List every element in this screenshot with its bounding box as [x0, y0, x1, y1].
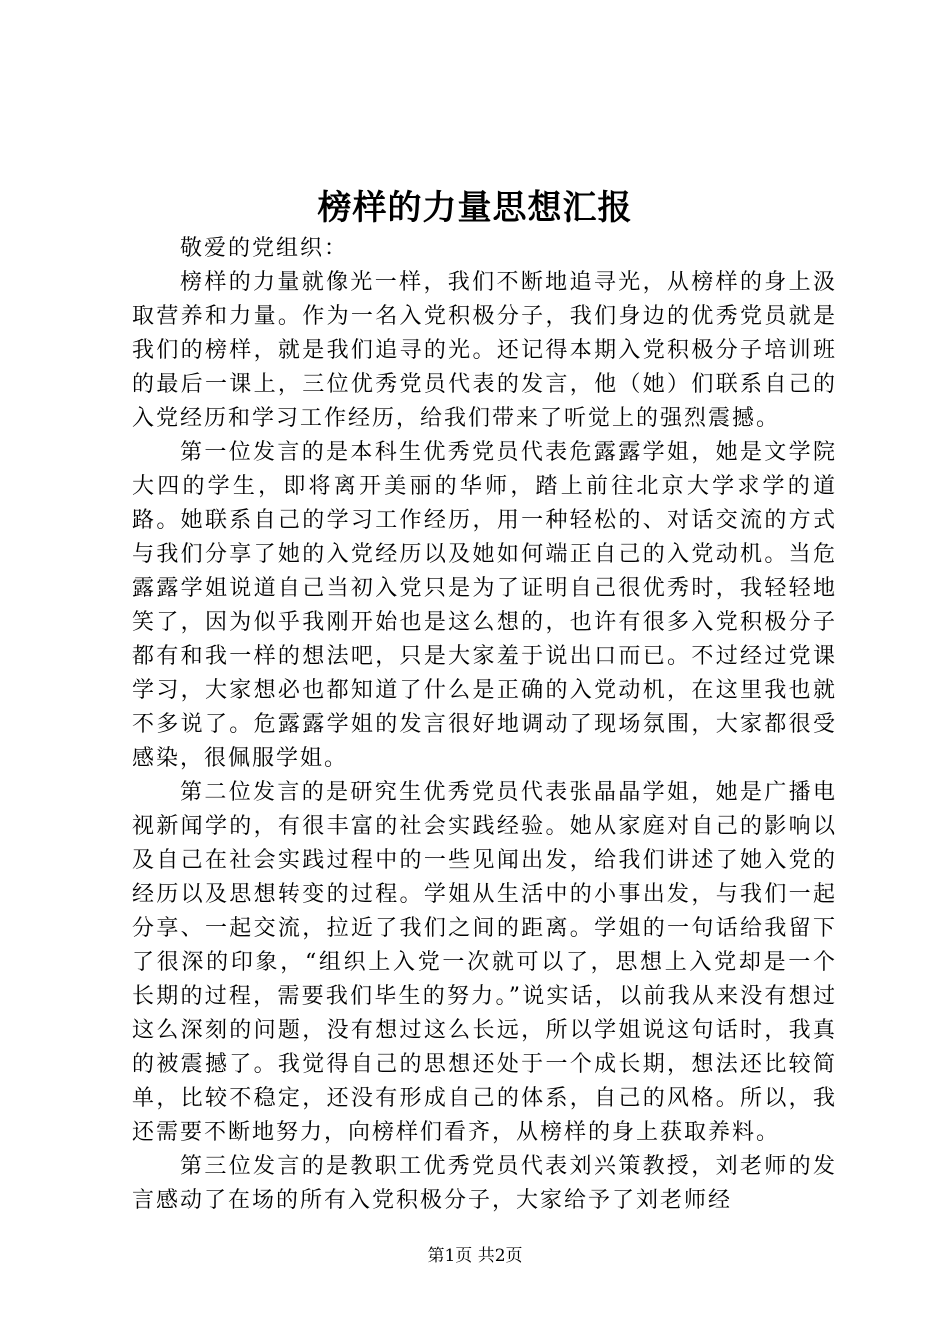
paragraph-2: 第一位发言的是本科生优秀党员代表危露露学姐，她是文学院大四的学生，即将离开美丽的华师，踏上前往北京大学求学的道路。她联系自己的学习工作经历，用一种轻松的、对话交流的方式与我们分享了她的入党经历以及她如何端正自己的入党动机。当危露露学姐说道自己当初入党只是为了证明自己很优秀时，我轻轻地笑了，因为似乎我刚开始也是这么想的，也许有很多入党积极分子都有和我一样的想法吧，只是大家羞于说出口而已。不过经过党课学习，大家想必也都知道了什么是正确的入党动机，在这里我也就不多说了。危露露学姐的发言很好地调动了现场氛围，大家都很受感染，很佩服学姐。 — [132, 440, 837, 771]
document-title: 榜样的力量思想汇报 — [317, 188, 633, 228]
document-body — [132, 232, 837, 1218]
page-number-footer: 第1页 共2页 — [427, 1246, 523, 1266]
salutation: 敬爱的党组织： — [180, 236, 349, 261]
paragraph-3: 第二位发言的是研究生优秀党员代表张晶晶学姐，她是广播电视新闻学的，有很丰富的社会实践经验。她从家庭对自己的影响以及自己在社会实践过程中的一些见闻出发，给我们讲述了她入党的经历以及思想转变的过程。学姐从生活中的小事出发，与我们一起分享、一起交流，拉近了我们之间的距离。学姐的一句话给我留下了很深的印象，“组织上入党一次就可以了，思想上入党却是一个长期的过程，需要我们毕生的努力。”说实话，以前我从来没有想过这么深刻的问题，没有想过这么长远，所以学姐说这句话时，我真的被震撼了。我觉得自己的思想还处于一个成长期，想法还比较简单，比较不稳定，还没有形成自己的体系，自己的风格。所以，我还需要不断地努力，向榜样们看齐，从榜样的身上获取养料。 — [132, 780, 837, 1145]
paragraph-1: 榜样的力量就像光一样，我们不断地追寻光，从榜样的身上汲取营养和力量。作为一名入党积极分子，我们身边的优秀党员就是我们的榜样，就是我们追寻的光。还记得本期入党积极分子培训班的最后一课上，三位优秀党员代表的发言，他（她）们联系自己的入党经历和学习工作经历，给我们带来了听觉上的强烈震撼。 — [132, 270, 837, 431]
paragraph-4: 第三位发言的是教职工优秀党员代表刘兴策教授，刘老师的发言感动了在场的所有入党积极分子，大家给予了刘老师经 — [132, 1154, 837, 1213]
